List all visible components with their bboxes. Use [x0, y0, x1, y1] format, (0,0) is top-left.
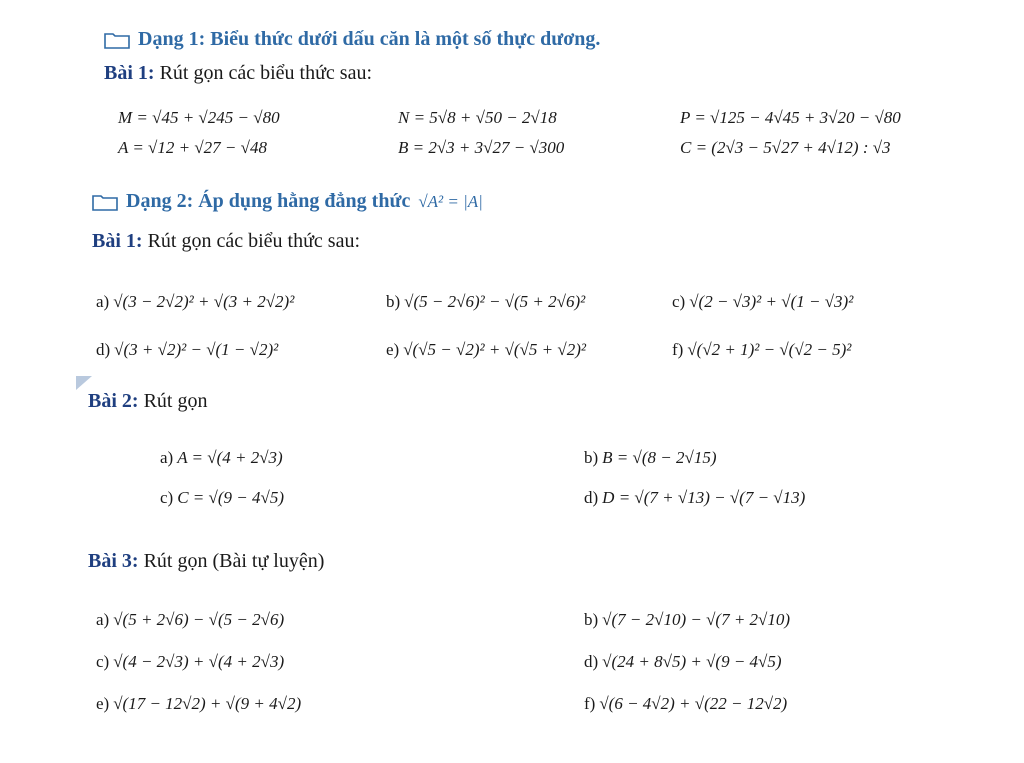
item-expr: C = √(9 − 4√5) — [177, 488, 284, 507]
dang2-item-b — [386, 292, 585, 312]
bai-label: Bài 1: — [92, 230, 143, 252]
dang1-bai1 — [104, 62, 372, 85]
item-expr: √(17 − 12√2) + √(9 + 4√2) — [113, 694, 302, 713]
item-label: d) — [584, 488, 599, 507]
item-label: b) — [386, 292, 401, 311]
bai-label: Bài 2: — [88, 390, 139, 412]
item-label: e) — [386, 340, 400, 359]
dang1-heading — [104, 28, 600, 51]
bai2-item-a — [160, 448, 283, 468]
bai3-item-f — [584, 694, 787, 714]
item-expr: √(24 + 8√5) + √(9 − 4√5) — [602, 652, 782, 671]
item-label: b) — [584, 448, 599, 467]
folder-icon — [92, 193, 118, 211]
item-expr: √(4 − 2√3) + √(4 + 2√3) — [113, 652, 285, 671]
item-label: e) — [96, 694, 110, 713]
dang2-identity: √A² = |A| — [418, 191, 483, 211]
dang2-bai1 — [92, 230, 360, 253]
dang2-item-c — [672, 292, 853, 312]
item-label: a) — [96, 292, 110, 311]
item-label: c) — [160, 488, 174, 507]
bai-label: Bài 3: — [88, 550, 139, 572]
dang2-item-f — [672, 340, 851, 360]
item-label: a) — [96, 610, 110, 629]
item-label: d) — [584, 652, 599, 671]
expr-a: A = √12 + √27 − √48 — [118, 138, 267, 157]
expr-n: N = 5√8 + √50 − 2√18 — [398, 108, 557, 127]
bai3-heading — [88, 550, 324, 573]
bai3-item-b — [584, 610, 790, 630]
bai2-item-b — [584, 448, 716, 468]
bai3-item-d — [584, 652, 782, 672]
bai3-item-a — [96, 610, 284, 630]
corner-marker — [76, 376, 92, 390]
item-expr: √(2 − √3)² + √(1 − √3)² — [689, 292, 854, 311]
bai2-item-d — [584, 488, 805, 508]
expr-b: B = 2√3 + 3√27 − √300 — [398, 138, 565, 157]
item-expr: √(5 − 2√6)² − √(5 + 2√6)² — [404, 292, 586, 311]
folder-icon — [104, 31, 130, 49]
bai3-item-e — [96, 694, 301, 714]
item-expr: √(√5 − √2)² + √(√5 + √2)² — [403, 340, 586, 359]
item-expr: A = √(4 + 2√3) — [177, 448, 283, 467]
item-label: a) — [160, 448, 174, 467]
item-label: c) — [672, 292, 686, 311]
bai3-item-c — [96, 652, 284, 672]
item-expr: √(6 − 4√2) + √(22 − 12√2) — [599, 694, 788, 713]
bai2-heading — [88, 390, 207, 413]
bai-label: Bài 1: — [104, 62, 155, 84]
dang2-item-a — [96, 292, 294, 312]
expr-c: C = (2√3 − 5√27 + 4√12) : √3 — [680, 138, 891, 157]
expr-p: P = √125 − 4√45 + 3√20 − √80 — [680, 108, 901, 127]
item-expr: √(3 + √2)² − √(1 − √2)² — [114, 340, 279, 359]
bai2-item-c — [160, 488, 284, 508]
bai-text: Rút gọn (Bài tự luyện) — [143, 550, 325, 572]
item-expr: √(7 − 2√10) − √(7 + 2√10) — [602, 610, 791, 629]
dang2-item-e — [386, 340, 586, 360]
item-label: f) — [672, 340, 684, 359]
item-expr: D = √(7 + √13) − √(7 − √13) — [602, 488, 806, 507]
dang2-title: Dạng 2: Áp dụng hằng đẳng thức — [126, 190, 411, 212]
item-expr: √(3 − 2√2)² + √(3 + 2√2)² — [113, 292, 295, 311]
item-label: d) — [96, 340, 111, 359]
dang2-item-d — [96, 340, 278, 360]
item-label: f) — [584, 694, 596, 713]
bai-text: Rút gọn các biểu thức sau: — [159, 62, 373, 84]
dang1-title: Dạng 1: Biểu thức dưới dấu căn là một số thực dương. — [138, 28, 601, 50]
expr-m: M = √45 + √245 − √80 — [118, 108, 280, 127]
bai-text: Rút gọn các biểu thức sau: — [147, 230, 361, 252]
bai-text: Rút gọn — [143, 390, 208, 412]
item-label: c) — [96, 652, 110, 671]
item-expr: √(√2 + 1)² − √(√2 − 5)² — [687, 340, 852, 359]
item-label: b) — [584, 610, 599, 629]
item-expr: B = √(8 − 2√15) — [602, 448, 717, 467]
dang2-heading — [92, 190, 483, 213]
item-expr: √(5 + 2√6) − √(5 − 2√6) — [113, 610, 285, 629]
